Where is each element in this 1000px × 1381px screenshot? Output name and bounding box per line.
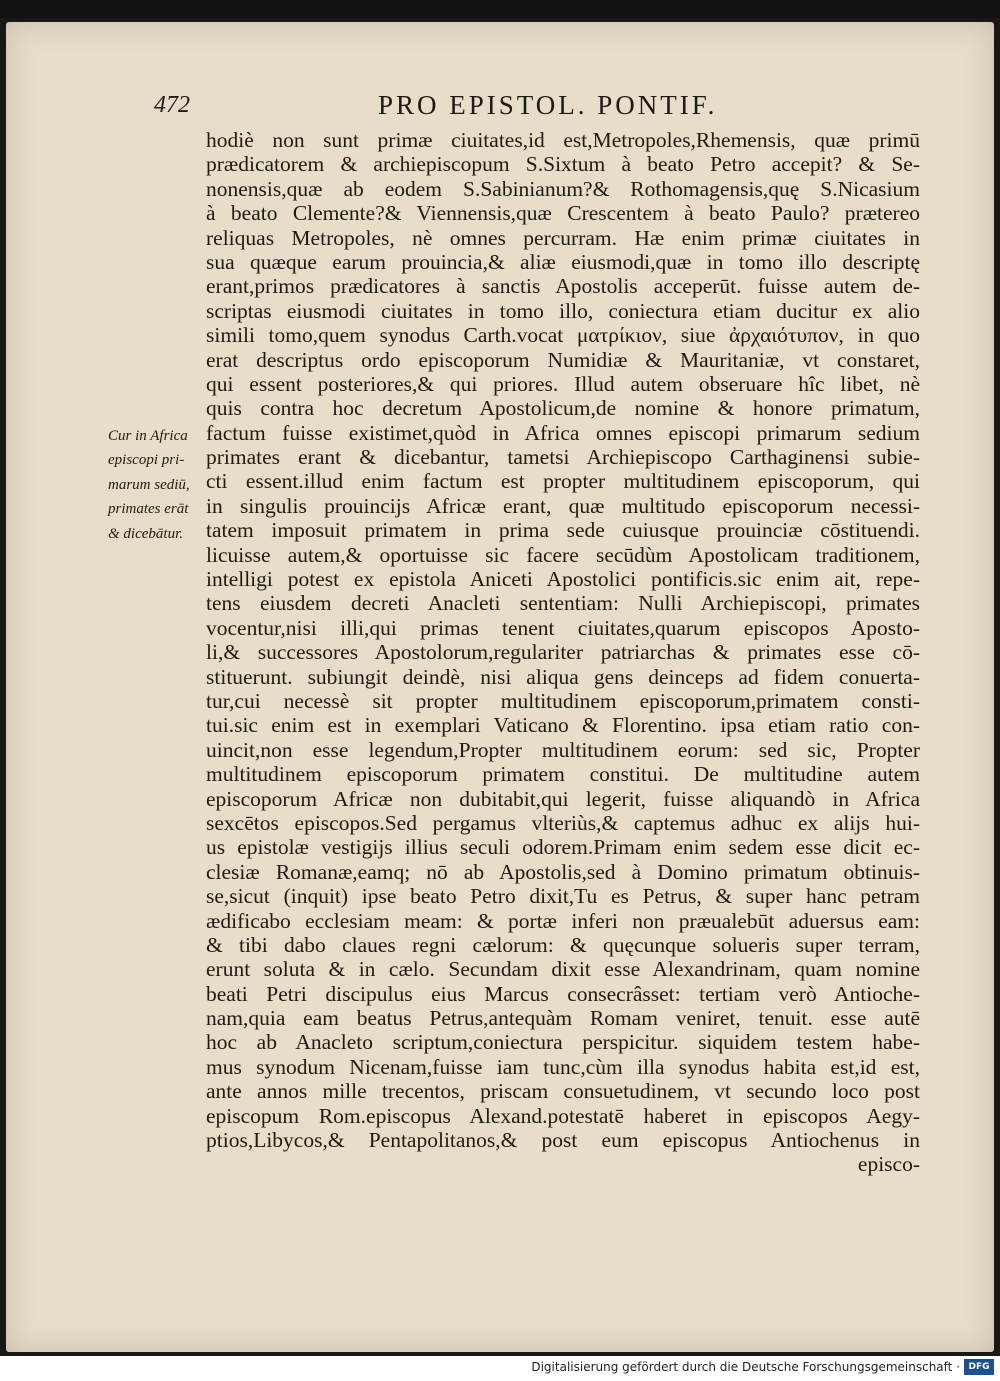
marginal-note-line: Cur in Africa	[108, 428, 188, 444]
text-line: us epistolæ vestigijs illius seculi odorem.Primam enim sedem esse dicit ec-	[206, 835, 920, 860]
text-line: stituerunt. subiungit deindè, nisi aliqua gens deinceps ad fidem conuerta-	[206, 664, 920, 689]
text-line: nonensis,quæ ab eodem S.Sabinianum?& Rothomagensis,quę S.Nicasium	[206, 176, 920, 201]
text-line: quis contra hoc decretum Apostolicum,de nomine & honore primatum,	[206, 396, 920, 421]
text-line: factum fuisse existimet,quòd in Africa omnes episcopi primarum sedium	[206, 420, 920, 445]
text-line: prædicatorem & archiepiscopum S.Sixtum à beato Petro accepit? & Se-	[206, 152, 920, 177]
text-line: reliquas Metropoles, nè omnes percurram. Hæ enim primæ ciuitates in	[206, 225, 920, 250]
text-line: clesiæ Romanæ,eamq; nō ab Apostolis,sed à Domino primatum obtinuis-	[206, 859, 920, 884]
text-line: vocentur,nisi illi,qui primas tenent ciuitates,quarum episcopos Aposto-	[206, 615, 920, 640]
page-header	[6, 90, 994, 126]
book-page	[6, 22, 994, 1352]
scan-background	[0, 18, 1000, 1356]
text-line: sexcētos episcopos.Sed pergamus vlteriùs,& captemus adhuc ex alijs hui-	[206, 810, 920, 835]
text-line: mus synodum Nicenam,fuisse iam tunc,cùm illa synodus habita est,id est,	[206, 1054, 920, 1079]
text-line: nam,quia eam beatus Petrus,antequàm Romam veniret, tenuit. esse autē	[206, 1006, 920, 1031]
text-line: sua quæque earum prouincia,& aliæ eiusmodi,quæ in tomo illo descriptę	[206, 249, 920, 274]
running-title: PRO EPISTOL. PONTIF.	[378, 90, 718, 120]
text-line: primates erant & dicebantur, tametsi Archiepiscopo Carthaginensi subie-	[206, 445, 920, 470]
text-line: hoc ab Anacleto scriptum,coniectura perspicitur. siquidem testem habe-	[206, 1030, 920, 1055]
body-text	[206, 128, 920, 1177]
text-line: beati Petri discipulus eius Marcus consecrâsset: tertiam verò Antioche-	[206, 981, 920, 1006]
text-line: erat descriptus ordo episcoporum Numidiæ & Mauritaniæ, vt constaret,	[206, 347, 920, 372]
text-line: licuisse autem,& oportuisse sic facere secūdùm Apostolicam traditionem,	[206, 542, 920, 567]
text-line: tatem imposuit primatem in prima sede cuiusque prouinciæ cōstituendi.	[206, 518, 920, 543]
text-line: tens eiusdem decreti Anacleti sententiam: Nulli Archiepiscopi, primates	[206, 591, 920, 616]
marginal-note-line: primates erāt	[108, 501, 189, 518]
text-line: à beato Clemente?& Viennensis,quæ Crescentem à beato Paulo? prætereo	[206, 201, 920, 226]
text-line: simili tomo,quem synodus Carth.vocat ματρίκιον, siue ἀρχαιότυπον, in quo	[206, 323, 920, 348]
text-line: tui.sic enim est in exemplari Vaticano & Florentino. ipsa etiam ratio con-	[206, 713, 920, 738]
dfg-logo-icon: DFG	[964, 1359, 994, 1375]
marginal-note-line: & dicebātur.	[108, 525, 183, 542]
text-line: hodiè non sunt primæ ciuitates,id est,Metropoles,Rhemensis, quæ primū	[206, 128, 920, 152]
text-line: ptios,Libycos,& Pentapolitanos,& post eum episcopus Antiochenus in	[206, 1128, 920, 1153]
text-line: erant,primos prædicatores à sanctis Apostolis acceperūt. fuisse autem de-	[206, 274, 920, 299]
text-line: in singulis prouincijs Africæ erant, quæ multitudo episcoporum necessi-	[206, 493, 920, 518]
footer-credit: Digitalisierung gefördert durch die Deutsche Forschungsgemeinschaft ·	[531, 1360, 960, 1374]
marginal-note	[108, 424, 218, 546]
text-line: & tibi dabo claues regni cælorum: & quęcunque solueris super terram,	[206, 932, 920, 957]
marginal-note-line: marum sediū,	[108, 476, 190, 493]
text-line: li,& successores Apostolorum,regulariter patriarchas & primates esse cō-	[206, 640, 920, 665]
text-line: scriptas eiusmodi ciuitates in tomo illo, coniectura etiam ducitur ex alio	[206, 298, 920, 323]
text-line: intelligi potest ex epistola Aniceti Apostolici pontificis.sic enim ait, repe-	[206, 567, 920, 592]
marginal-note-line: episcopi pri-	[108, 452, 185, 469]
text-line: cti essent.illud enim factum est propter multitudinem episcoporum, qui	[206, 469, 920, 494]
text-line: multitudinem episcoporum primatem constitui. De multitudine autem	[206, 762, 920, 787]
text-line: tur,cui necessè sit propter multitudinem episcoporum,primatem consti-	[206, 688, 920, 713]
text-line: qui essent posteriores,& qui priores. Illud autem obseruare hîc libet, nè	[206, 371, 920, 396]
text-line: episcopum Rom.episcopus Alexand.potestatē haberet in episcopos Aegy-	[206, 1103, 920, 1128]
text-line: uincit,non esse legendum,Propter multitudinem eorum: sed sic, Propter	[206, 737, 920, 762]
text-line: se,sicut (inquit) ipse beato Petro dixit,Tu es Petrus, & super hanc petram	[206, 884, 920, 909]
scan-top-edge	[0, 0, 1000, 18]
text-line: ante annos mille trecentos, priscam consuetudinem, vt secundo loco post	[206, 1079, 920, 1104]
text-line: episcoporum Africæ non dubitabit,qui legerit, fuisse aliquandò in Africa	[206, 786, 920, 811]
text-line: ædificabo ecclesiam meam: & portæ inferi non præualebūt aduersus eam:	[206, 908, 920, 933]
catchword: episco-	[857, 1152, 920, 1177]
text-line: erunt soluta & in cælo. Secundam dixit esse Alexandrinam, quam nomine	[206, 957, 920, 982]
digitization-footer	[0, 1356, 1000, 1381]
page-number: 472	[154, 92, 190, 118]
